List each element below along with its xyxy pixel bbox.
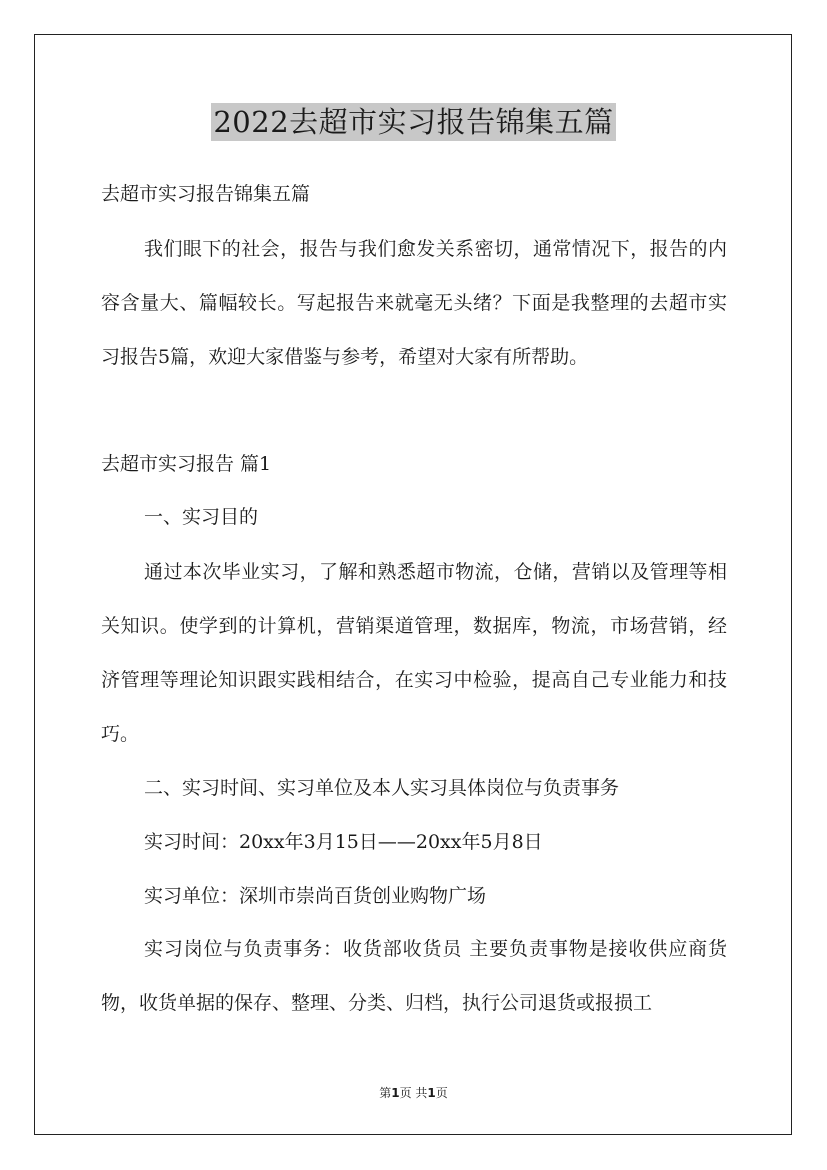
footer-prefix: 第 xyxy=(379,1086,392,1100)
intro-paragraph: 我们眼下的社会，报告与我们愈发关系密切，通常情况下，报告的内容含量大、篇幅较长。写起报告来就毫无头绪？下面是我整理的去超市实习报告5篇，欢迎大家借鉴与参考，希望对大家有所帮助。 xyxy=(101,238,727,368)
unit-line: 实习单位：深圳市崇尚百货创业购物广场 xyxy=(144,885,487,907)
footer-page-number: 1 xyxy=(391,1086,400,1100)
section-heading-1: 去超市实习报告 篇1 xyxy=(101,453,272,475)
page-footer xyxy=(0,1084,827,1101)
subtitle: 去超市实习报告锦集五篇 xyxy=(101,183,311,205)
footer-total-pages: 1 xyxy=(427,1086,436,1100)
purpose-paragraph: 通过本次毕业实习，了解和熟悉超市物流，仓储，营销以及管理等相关知识。使学到的计算机，营销渠道管理，数据库，物流，市场营销，经济管理等理论知识跟实践相结合，在实习中检验，提高自己专业能力和技巧。 xyxy=(101,561,727,745)
time-heading: 二、实习时间、实习单位及本人实习具体岗位与负责事务 xyxy=(144,777,620,799)
footer-middle: 页 共 xyxy=(399,1086,428,1100)
footer-suffix: 页 xyxy=(435,1086,448,1100)
post-paragraph: 实习岗位与负责事务：收货部收货员 主要负责事物是接收供应商货物，收货单据的保存、整理、分类、归档，执行公司退货或报损工 xyxy=(101,938,727,1014)
document-title: 2022去超市实习报告锦集五篇 xyxy=(213,105,614,139)
title-wrap xyxy=(0,103,827,141)
purpose-heading: 一、实习目的 xyxy=(144,506,259,528)
time-line: 实习时间：20xx年3月15日——20xx年5月8日 xyxy=(144,831,543,853)
